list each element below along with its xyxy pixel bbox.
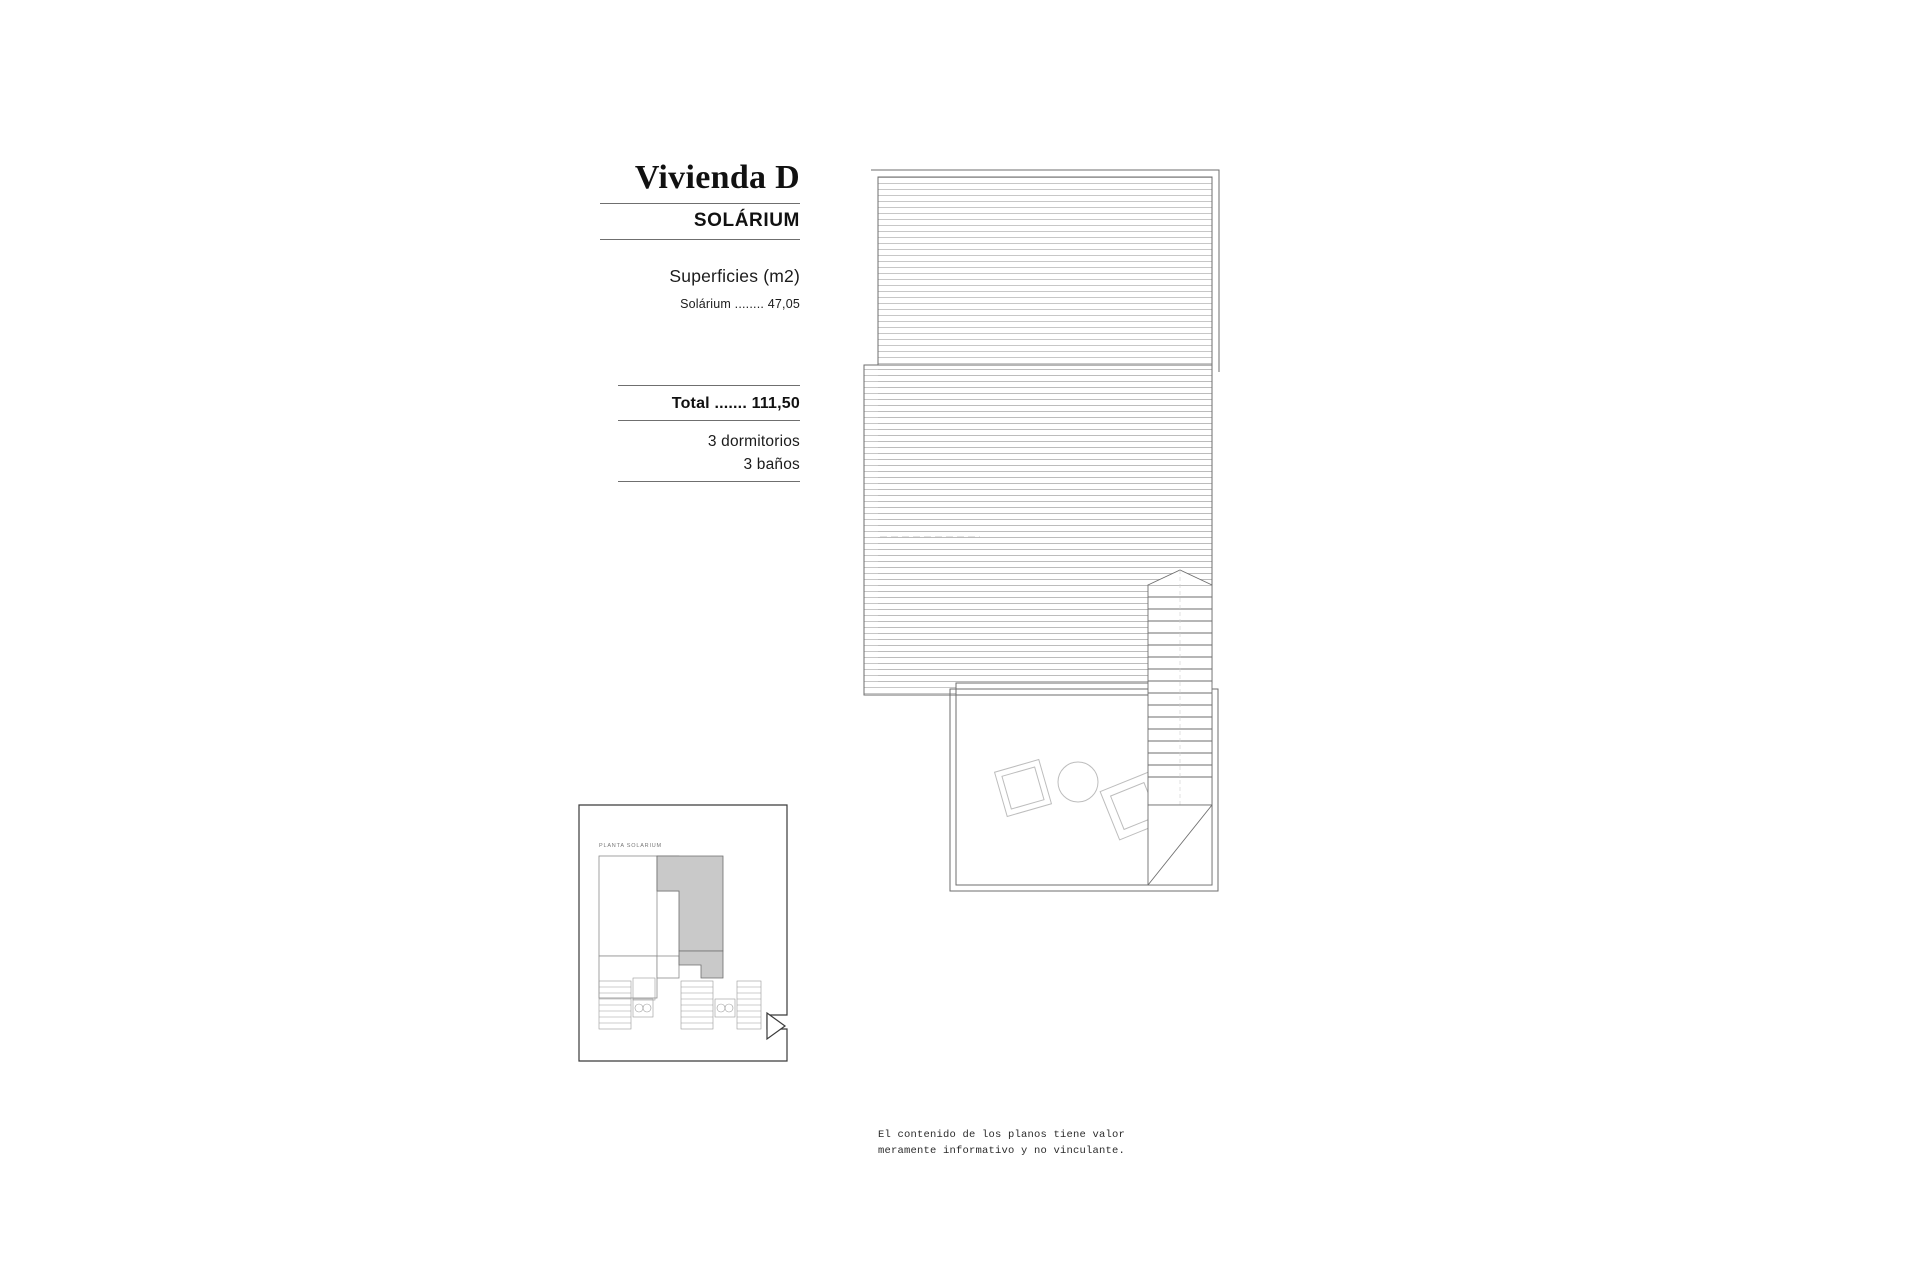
disclaimer-line-1: El contenido de los planos tiene valor	[878, 1129, 1126, 1141]
surfaces-heading: Superficies (m2)	[669, 265, 800, 286]
solarium-deck-upper	[871, 170, 1219, 372]
rooms-block	[600, 433, 800, 482]
disclaimer-line-2: meramente informativo y no vinculante.	[878, 1145, 1126, 1158]
rooms-divider	[618, 481, 800, 482]
key-block-left	[599, 856, 657, 956]
disclaimer	[878, 1127, 1198, 1160]
page-title: Vivienda D	[634, 159, 800, 196]
key-block-left-lower	[599, 956, 657, 998]
key-block-mid-lower	[657, 956, 679, 978]
title-divider	[600, 203, 800, 204]
key-map-caption: PLANTA SOLARIUM	[599, 843, 662, 849]
info-panel	[600, 160, 800, 482]
solarium-floor-plan	[860, 165, 1240, 905]
total-divider-bottom	[618, 420, 800, 421]
surface-item: Solárium ........ 47,05	[680, 296, 800, 311]
totals-block	[600, 385, 800, 421]
plan-subtitle: SOLÁRIUM	[693, 209, 800, 231]
total-area: Total ....... 111,50	[671, 394, 800, 412]
staircase	[1148, 570, 1212, 885]
bathrooms-count: 3 baños	[743, 455, 800, 473]
total-divider-top	[618, 385, 800, 386]
subtitle-divider	[600, 239, 800, 240]
key-location-map	[577, 803, 789, 1063]
bedrooms-count: 3 dormitorios	[707, 432, 800, 450]
